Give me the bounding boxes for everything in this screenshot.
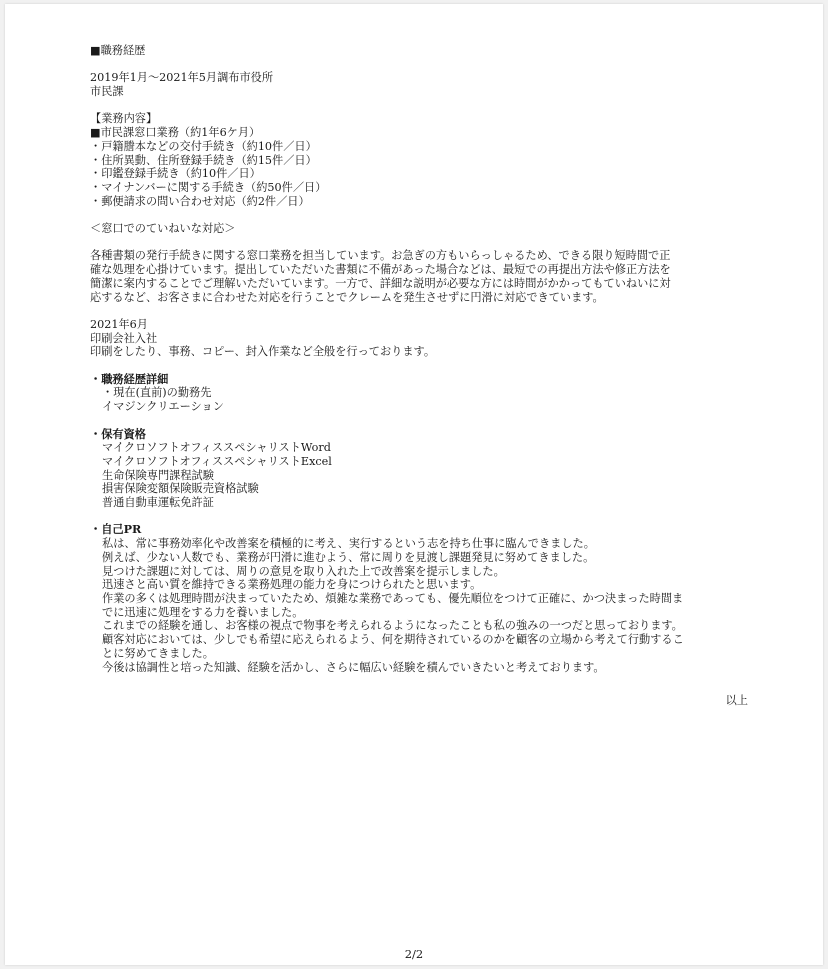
highlight-line: 応するなど、お客さまに合わせた対応を行うことでクレームを発生させずに円滑に対応できています。: [90, 290, 604, 304]
highlight-line: 確な処理を心掛けています。提出していただいた書類に不備があった場合などは、最短での再提出方法や修正方法を: [90, 263, 671, 277]
duty-item: ・マイナンバーに関する手続き（約50件／日）: [90, 181, 327, 194]
qualification-item: 普通自動車運転免許証: [102, 496, 214, 510]
self-pr-line: 私は、常に事務効率化や改善案を積極的に考え、実行するという志を持ち仕事に臨んできました。: [102, 537, 595, 551]
job1-period-employer: 2019年1月～2021年5月調布市役所: [90, 71, 274, 85]
qualification-item: マイクロソフトオフィススペシャリストWord: [102, 441, 331, 455]
duty-item: ・印鑑登録手続き（約10件／日）: [90, 167, 261, 181]
highlight-line: 各種書類の発行手続きに関する窓口業務を担当しています。お急ぎの方もいらっしゃるため、できる限り短時間で正: [90, 249, 671, 263]
document-page: [5, 4, 823, 965]
self-pr-heading: ・自己PR: [90, 522, 142, 537]
duty-item: ・郵便請求の問い合わせ対応（約2件／日）: [90, 194, 310, 208]
self-pr-line: 迅速さと高い質を維持できる業務処理の能力を身につけられたと思います。: [102, 578, 482, 592]
self-pr-line: 例えば、少ない人数でも、業務が円滑に進むよう、常に周りを見渡し課題発見に努めてきました。: [102, 550, 595, 564]
job2-period: 2021年6月: [90, 317, 148, 331]
job1-department: 市民課: [90, 85, 124, 99]
duty-item: ・戸籍謄本などの交付手続き（約10件／日）: [90, 139, 317, 153]
qualifications-heading: ・保有資格: [90, 426, 146, 441]
self-pr-line: 見つけた課題に対しては、周りの意見を取り入れた上で改善案を提示しました。: [102, 564, 505, 578]
self-pr-line: とに努めてきました。: [102, 646, 214, 660]
qualification-item: 生命保険専門課程試験: [102, 468, 214, 482]
qualification-item: マイクロソフトオフィススペシャリストExcel: [102, 454, 332, 468]
self-pr-line: これまでの経験を通し、お客様の視点で物事を考えられるようになったことも私の強みの一つだと思っております。: [102, 619, 683, 633]
detail-heading: ・職務経歴詳細: [90, 371, 169, 386]
current-employer-label: ・現在(直前)の勤務先: [102, 386, 212, 400]
self-pr-line: 作業の多くは処理時間が決まっていたため、煩雑な業務であっても、優先順位をつけて正確に、かつ決まった時間ま: [102, 592, 684, 605]
current-employer-name: イマジンクリエーション: [102, 400, 224, 414]
job2-description: 印刷をしたり、事務、コピー、封入作業など全般を行っております。: [90, 345, 436, 359]
duties-heading: 【業務内容】: [90, 112, 158, 126]
document-body: [90, 44, 750, 708]
page-number: 2/2: [404, 947, 424, 961]
self-pr-line: でに迅速に処理をする力を養いました。: [102, 605, 304, 619]
closing-mark: 以上: [725, 694, 748, 708]
duty-main: ■市民課窓口業務（約1年6ケ月）: [90, 126, 261, 140]
duty-item: ・住所異動、住所登録手続き（約15件／日）: [90, 153, 317, 167]
qualification-item: 損害保険変額保険販売資格試験: [102, 482, 259, 496]
job2-employer: 印刷会社入社: [90, 331, 158, 345]
self-pr-line: 顧客対応においては、少しでも希望に応えられるよう、何を期待されているのかを顧客の立場から考えて行動するこ: [102, 633, 684, 647]
highlight-title: ＜窓口でのていねいな対応＞: [90, 222, 236, 236]
highlight-line: 簡潔に案内することでご理解いただいています。一方で、詳細な説明が必要な方には時間がかかってもていねいに対: [90, 276, 671, 290]
section-heading: ■職務経歴: [90, 44, 146, 57]
self-pr-line: 今後は協調性と培った知識、経験を活かし、さらに幅広い経験を積んでいきたいと考えております。: [102, 660, 605, 674]
